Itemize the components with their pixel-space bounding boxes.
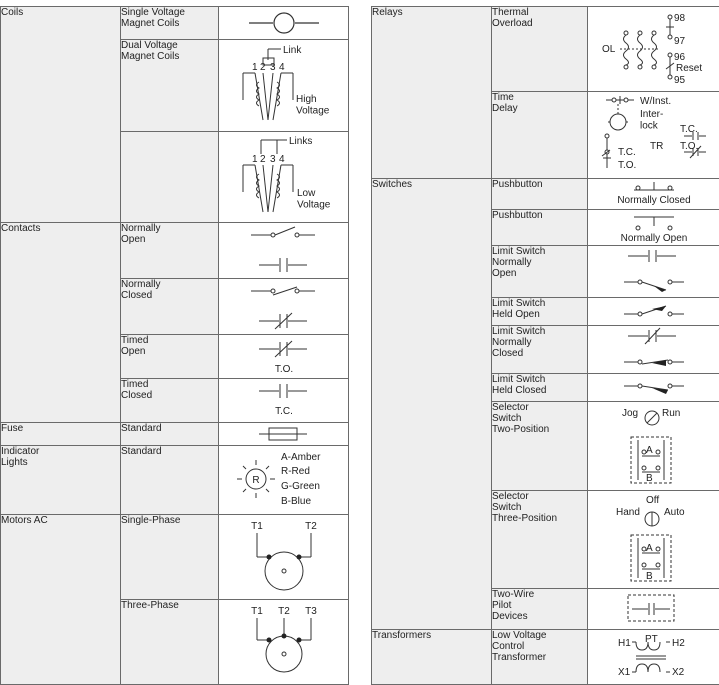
category-coils: Coils [1, 7, 121, 223]
svg-text:A-Amber: A-Amber [281, 452, 321, 463]
svg-text:T.C.: T.C. [618, 147, 636, 158]
svg-text:A: A [646, 445, 653, 456]
svg-text:T2: T2 [305, 521, 317, 532]
svg-text:96: 96 [674, 52, 686, 63]
symbol-timed-open-contact [219, 335, 349, 379]
label-single-voltage-coils: Single Voltage Magnet Coils [121, 7, 219, 40]
label-pushbutton-nc: Pushbutton [492, 179, 588, 210]
svg-text:Reset: Reset [676, 63, 702, 74]
svg-text:Off: Off [646, 495, 659, 506]
svg-text:Jog: Jog [622, 408, 638, 419]
links-text: Links [289, 136, 312, 147]
symbol-normally-closed-contact [219, 279, 349, 335]
symbol-limit-switch-no [588, 246, 719, 298]
label-low-voltage-transformer: Low Voltage Control Transformer [492, 630, 588, 685]
svg-text:3: 3 [270, 62, 276, 73]
label-two-wire-pilot: Two-Wire Pilot Devices [492, 589, 588, 630]
label-limit-switch-held-open: Limit Switch Held Open [492, 298, 588, 326]
svg-text:H2: H2 [672, 638, 685, 649]
svg-text:T3: T3 [305, 606, 317, 617]
symbol-fuse [219, 423, 349, 446]
svg-text:95: 95 [674, 75, 686, 86]
label-normally-closed: Normally Closed [121, 279, 219, 335]
left-symbol-table [0, 6, 349, 685]
svg-text:2: 2 [260, 62, 266, 73]
svg-text:B: B [646, 571, 653, 582]
symbol-selector-two-position [588, 402, 719, 491]
svg-text:PT: PT [645, 634, 658, 645]
svg-text:X2: X2 [672, 667, 685, 678]
svg-text:B-Blue: B-Blue [281, 496, 311, 507]
svg-text:Normally Open: Normally Open [621, 233, 688, 244]
symbol-timed-closed-contact [219, 379, 349, 423]
label-selector-three-position: Selector Switch Three-Position [492, 491, 588, 589]
svg-text:OL: OL [602, 44, 616, 55]
symbol-dual-voltage-low [219, 132, 349, 223]
svg-text:T2: T2 [278, 606, 290, 617]
symbol-selector-three-position [588, 491, 719, 589]
symbol-normally-open-contact [219, 223, 349, 279]
svg-text:Hand: Hand [616, 507, 640, 518]
symbol-control-transformer [588, 630, 719, 685]
label-three-phase: Three-Phase [121, 600, 219, 685]
svg-text:1: 1 [252, 62, 258, 73]
label-limit-switch-nc: Limit Switch Normally Closed [492, 326, 588, 374]
label-pushbutton-no: Pushbutton [492, 210, 588, 246]
svg-text:Auto: Auto [664, 507, 685, 518]
category-switches: Switches [372, 179, 492, 630]
category-relays: Relays [372, 7, 492, 179]
svg-text:T.O.: T.O. [680, 141, 698, 152]
svg-text:T1: T1 [251, 606, 263, 617]
label-timed-open: Timed Open [121, 335, 219, 379]
symbol-two-wire-pilot [588, 589, 719, 630]
svg-text:T.C.: T.C. [680, 124, 698, 135]
svg-text:T.O.: T.O. [618, 160, 636, 171]
label-single-phase: Single-Phase [121, 515, 219, 600]
svg-text:Inter-lock: Inter-lock [640, 109, 663, 132]
category-motors-ac: Motors AC [1, 515, 121, 685]
svg-text:98: 98 [674, 13, 686, 24]
svg-text:T.O.: T.O. [275, 364, 293, 375]
svg-text:Run: Run [662, 408, 680, 419]
svg-text:R: R [252, 475, 259, 486]
svg-text:97: 97 [674, 36, 686, 47]
svg-text:LowVoltage: Low Voltage [297, 188, 331, 211]
symbol-single-phase-motor [219, 515, 349, 600]
symbol-dual-voltage-high [219, 40, 349, 132]
svg-text:W/Inst.: W/Inst. [640, 96, 671, 107]
symbol-three-phase-motor [219, 600, 349, 685]
svg-text:H1: H1 [618, 638, 631, 649]
symbol-limit-switch-held-open [588, 298, 719, 326]
symbol-indicator-light [219, 446, 349, 515]
symbol-single-voltage-coil [219, 7, 349, 40]
svg-text:1: 1 [252, 154, 258, 165]
category-indicator-lights: Indicator Lights [1, 446, 121, 515]
label-indicator-standard: Standard [121, 446, 219, 515]
svg-text:HighVoltage: High Voltage [296, 94, 330, 117]
svg-text:G-Green: G-Green [281, 481, 320, 492]
symbol-thermal-overload [588, 7, 719, 92]
label-limit-switch-held-closed: Limit Switch Held Closed [492, 374, 588, 402]
label-thermal-overload: Thermal Overload [492, 7, 588, 92]
link-text: Link [283, 45, 302, 56]
svg-text:Normally Closed: Normally Closed [617, 195, 690, 206]
label-time-delay: Time Delay [492, 92, 588, 179]
right-symbol-table [371, 6, 719, 685]
symbol-limit-switch-nc [588, 326, 719, 374]
svg-text:2: 2 [260, 154, 266, 165]
category-contacts: Contacts [1, 223, 121, 423]
svg-text:B: B [646, 473, 653, 484]
svg-text:T1: T1 [251, 521, 263, 532]
svg-text:3: 3 [270, 154, 276, 165]
svg-text:4: 4 [279, 154, 285, 165]
symbol-pushbutton-nc [588, 179, 719, 210]
category-fuse: Fuse [1, 423, 121, 446]
svg-text:A: A [646, 543, 653, 554]
label-selector-two-position: Selector Switch Two-Position [492, 402, 588, 491]
category-transformers: Transformers [372, 630, 492, 685]
label-dual-voltage-coils: Dual Voltage Magnet Coils [121, 40, 219, 132]
label-fuse-standard: Standard [121, 423, 219, 446]
svg-text:T.C.: T.C. [275, 406, 293, 417]
svg-text:R-Red: R-Red [281, 466, 310, 477]
svg-text:TR: TR [650, 141, 663, 152]
svg-text:4: 4 [279, 62, 285, 73]
symbol-pushbutton-no [588, 210, 719, 246]
label-timed-closed: Timed Closed [121, 379, 219, 423]
symbol-limit-switch-held-closed [588, 374, 719, 402]
symbol-time-delay-relay [588, 92, 719, 179]
label-limit-switch-no: Limit Switch Normally Open [492, 246, 588, 298]
svg-text:X1: X1 [618, 667, 631, 678]
label-normally-open: Normally Open [121, 223, 219, 279]
